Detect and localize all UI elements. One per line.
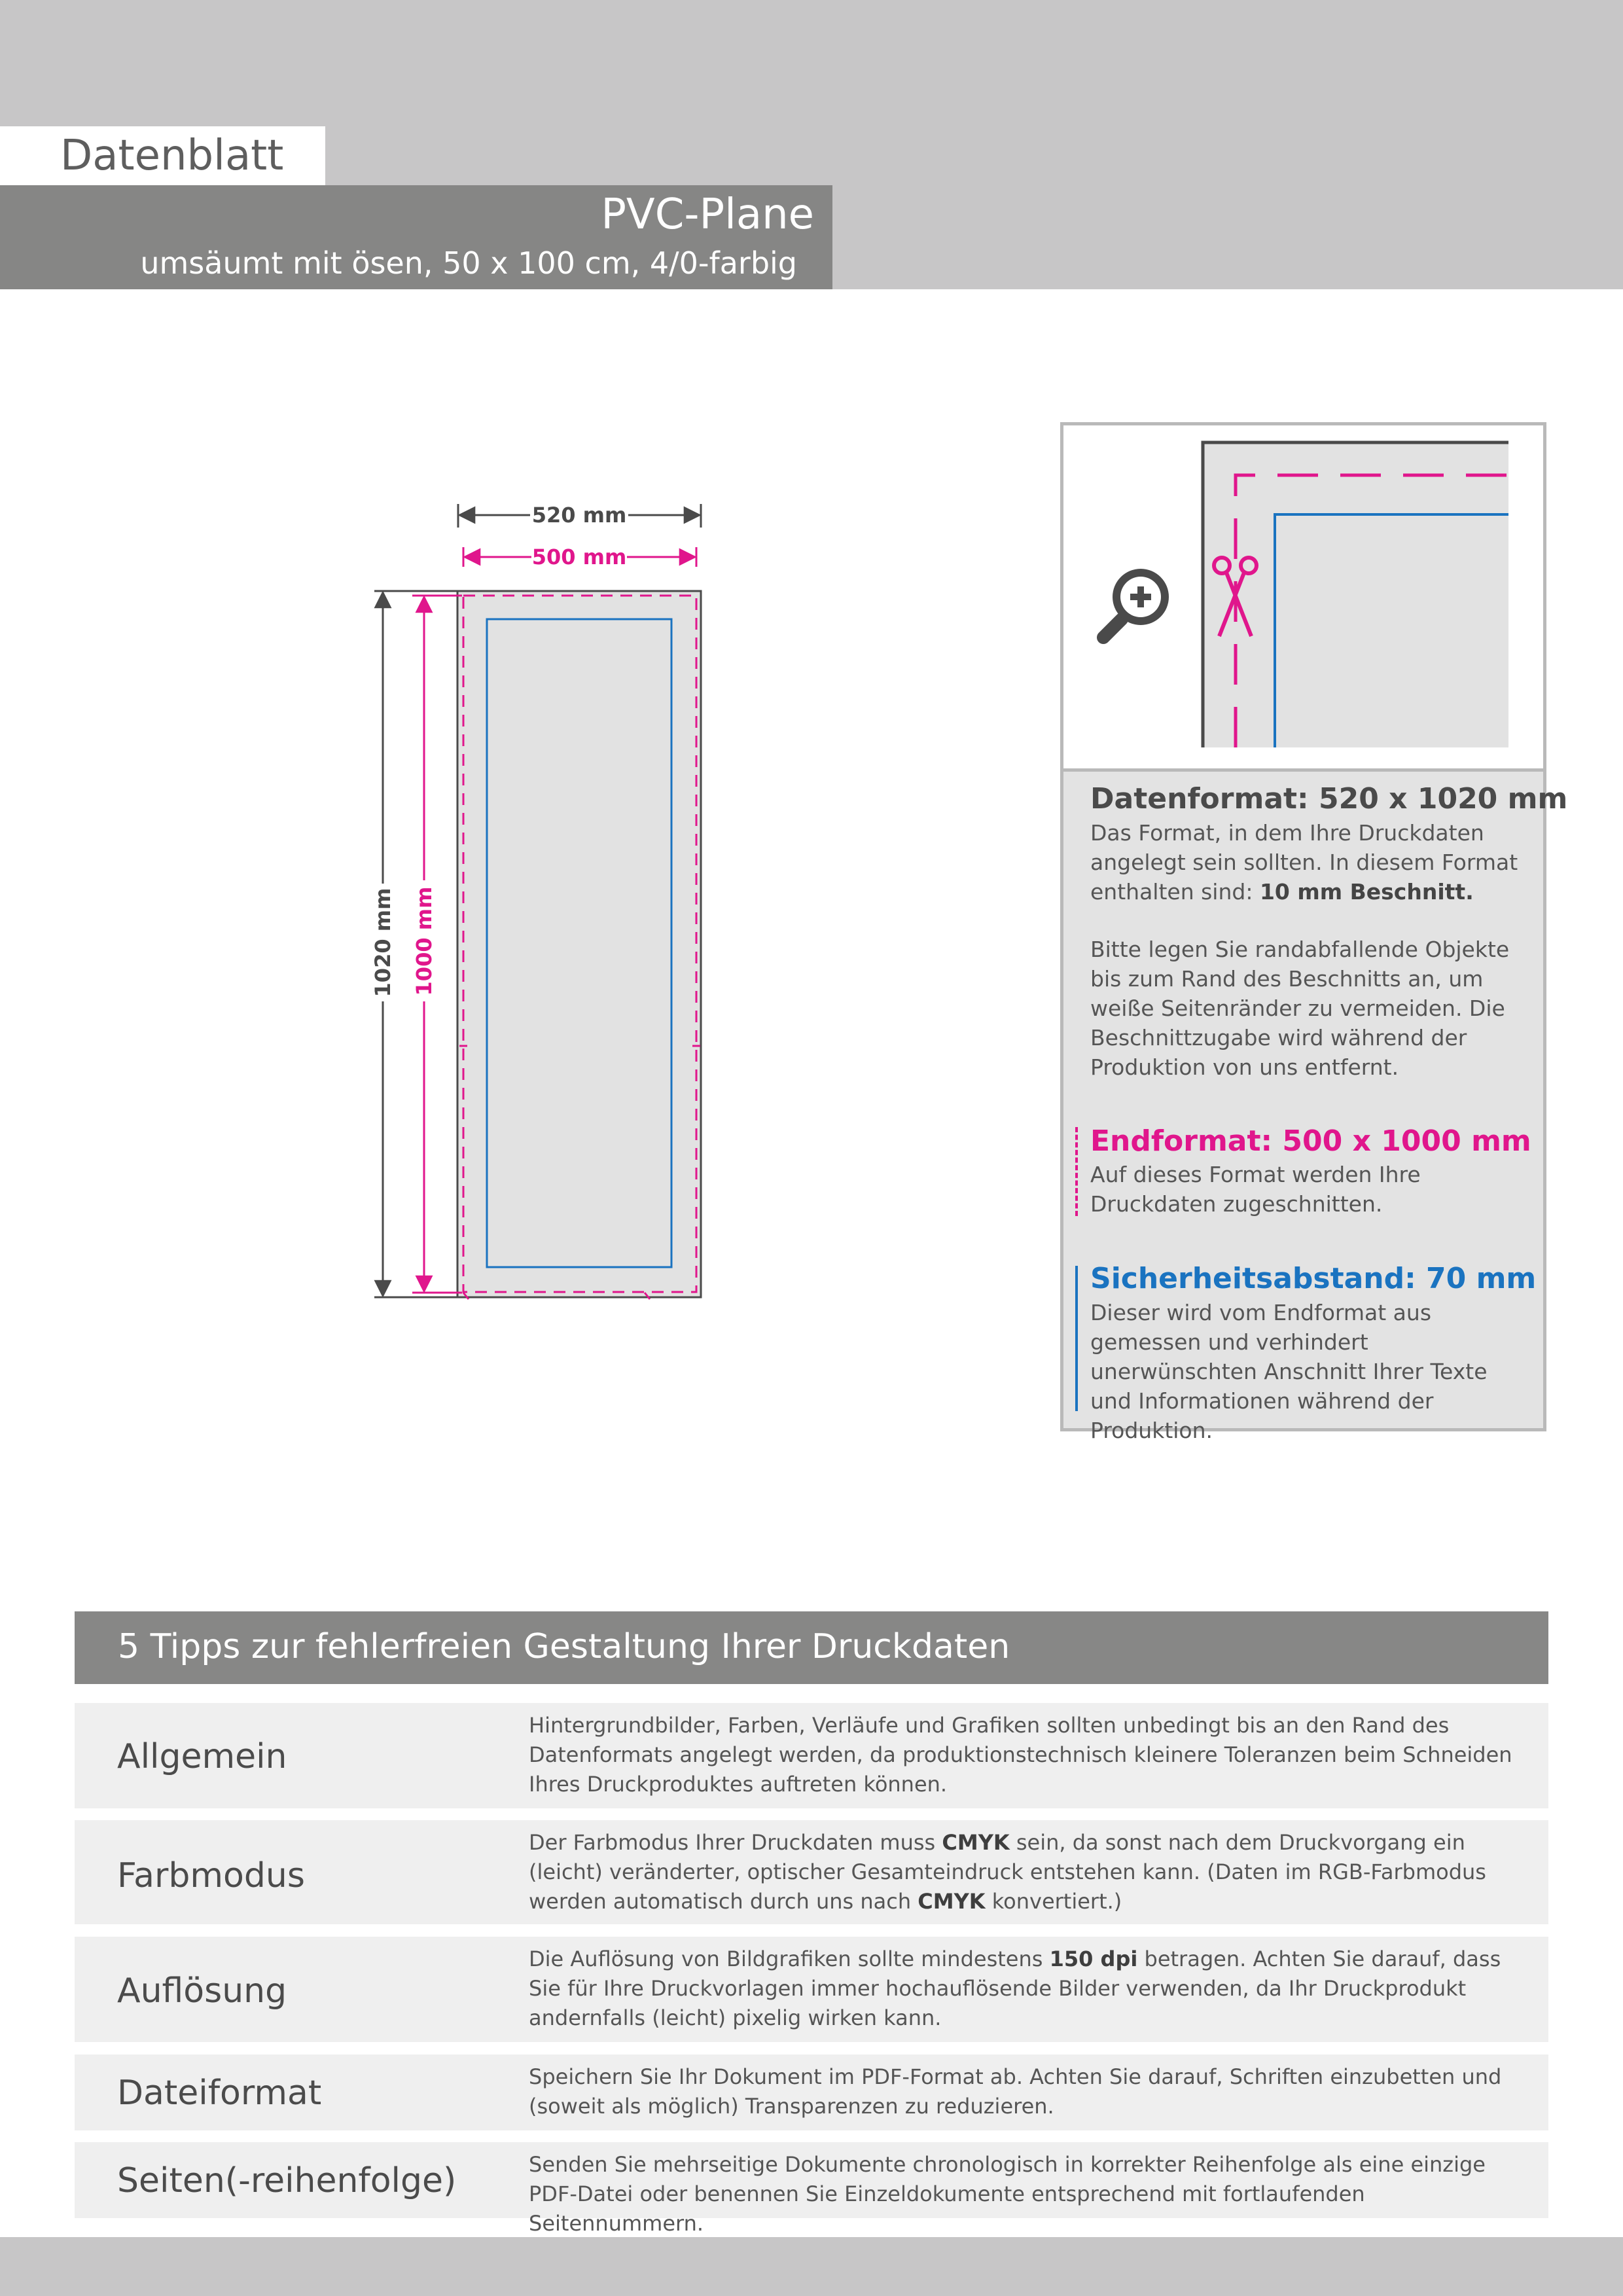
product-subtitle: umsäumt mit ösen, 50 x 100 cm, 4/0-farbig [140, 245, 797, 281]
tip-label: Dateiformat [117, 2073, 322, 2113]
tip-label: Allgemein [117, 1737, 287, 1776]
tip-row-allgemein [75, 1703, 1548, 1808]
final-format-heading: Endformat: 500 x 1000 mm [1090, 1124, 1531, 1158]
data-format-heading: Datenformat: 520 x 1020 mm [1090, 782, 1568, 816]
height-data-label: 1020 mm [370, 888, 395, 997]
height-final-label: 1000 mm [412, 886, 437, 996]
tip-text: Senden Sie mehrseitige Dokumente chronologisch in korrekter Reihenfolge als eine einzige PDF-Datei oder benennen Sie Einzeldokumente entsprechend mit fortlaufenden Seitennummern. [529, 2152, 1486, 2236]
sheet-label: Datenblatt [60, 132, 284, 180]
footer-bar [0, 2237, 1623, 2296]
zoomed-corner-fill [1203, 442, 1508, 747]
format-diagram [353, 484, 772, 1309]
tip-text: Speichern Sie Ihr Dokument im PDF-Format ab. Achten Sie darauf, Schriften einzubetten und (soweit als möglich) Transparenzen zu reduzieren. [529, 2064, 1502, 2119]
tip-text: Hintergrundbilder, Farben, Verläufe und Grafiken sollten unbedingt bis an den Rand des Datenformats angelegt werden, da produktionstechnisch kleinere Toleranzen beim Schneiden Ihres Druckproduktes auftreten können. [529, 1713, 1512, 1797]
tips-title: 5 Tipps zur fehlerfreien Gestaltung Ihrer Druckdaten [118, 1627, 1010, 1666]
final-format-text: Auf dieses Format werden Ihre Druckdaten zugeschnitten. [1090, 1162, 1421, 1217]
final-format-marker [1075, 1127, 1078, 1216]
zoom-plus-icon [1103, 569, 1169, 637]
safety-marker [1075, 1266, 1078, 1411]
tip-row-dateiformat [75, 2054, 1548, 2130]
data-format-rect [457, 591, 701, 1297]
data-format-text: Das Format, in dem Ihre Druckdaten angelegt sein sollten. In diesem Format enthalten sind: 10 mm Beschnitt. [1090, 820, 1518, 905]
width-final-label: 500 mm [531, 545, 627, 569]
tip-row-seitenreihenfolge [75, 2142, 1548, 2236]
tip-row-farbmodus [75, 1820, 1548, 1924]
product-title: PVC-Plane [601, 190, 814, 239]
tip-label: Seiten(-reihenfolge) [117, 2161, 457, 2200]
tip-label: Auflösung [117, 1971, 287, 2011]
zoom-illustration [1067, 425, 1543, 767]
safety-heading: Sicherheitsabstand: 70 mm [1090, 1262, 1537, 1295]
tip-text: Die Auflösung von Bildgrafiken sollte mindestens 150 dpi betragen. Achten Sie darauf, dass Sie für Ihre Druckvorlagen immer hochauflösende Bilder verwenden, da Ihr Druckprodukt andernfalls (leicht) pixelig wirken kann. [529, 1946, 1501, 2030]
width-data-label: 520 mm [531, 503, 627, 528]
tip-row-aufloesung [75, 1937, 1548, 2042]
safety-text: Dieser wird vom Endformat aus gemessen und verhindert unerwünschten Anschnitt Ihrer Texte und Informationen während der Produktion. [1090, 1300, 1488, 1443]
tip-label: Farbmodus [117, 1856, 305, 1895]
data-format-paragraph2: Bitte legen Sie randabfallende Objekte bis zum Rand des Beschnitts an, um weiße Seitenränder zu vermeiden. Die Beschnittzugabe wird während der Produktion von uns entfernt. [1090, 937, 1510, 1080]
data-format-bleed: 10 mm Beschnitt. [1259, 879, 1474, 905]
tip-text: Der Farbmodus Ihrer Druckdaten muss CMYK sein, da sonst nach dem Druckvorgang ein (leicht) veränderter, optischer Gesamteindruck entstehen kann. (Daten im RGB-Farbmodus werden automatisch durch uns nach CMYK konvertiert.) [529, 1830, 1486, 1914]
